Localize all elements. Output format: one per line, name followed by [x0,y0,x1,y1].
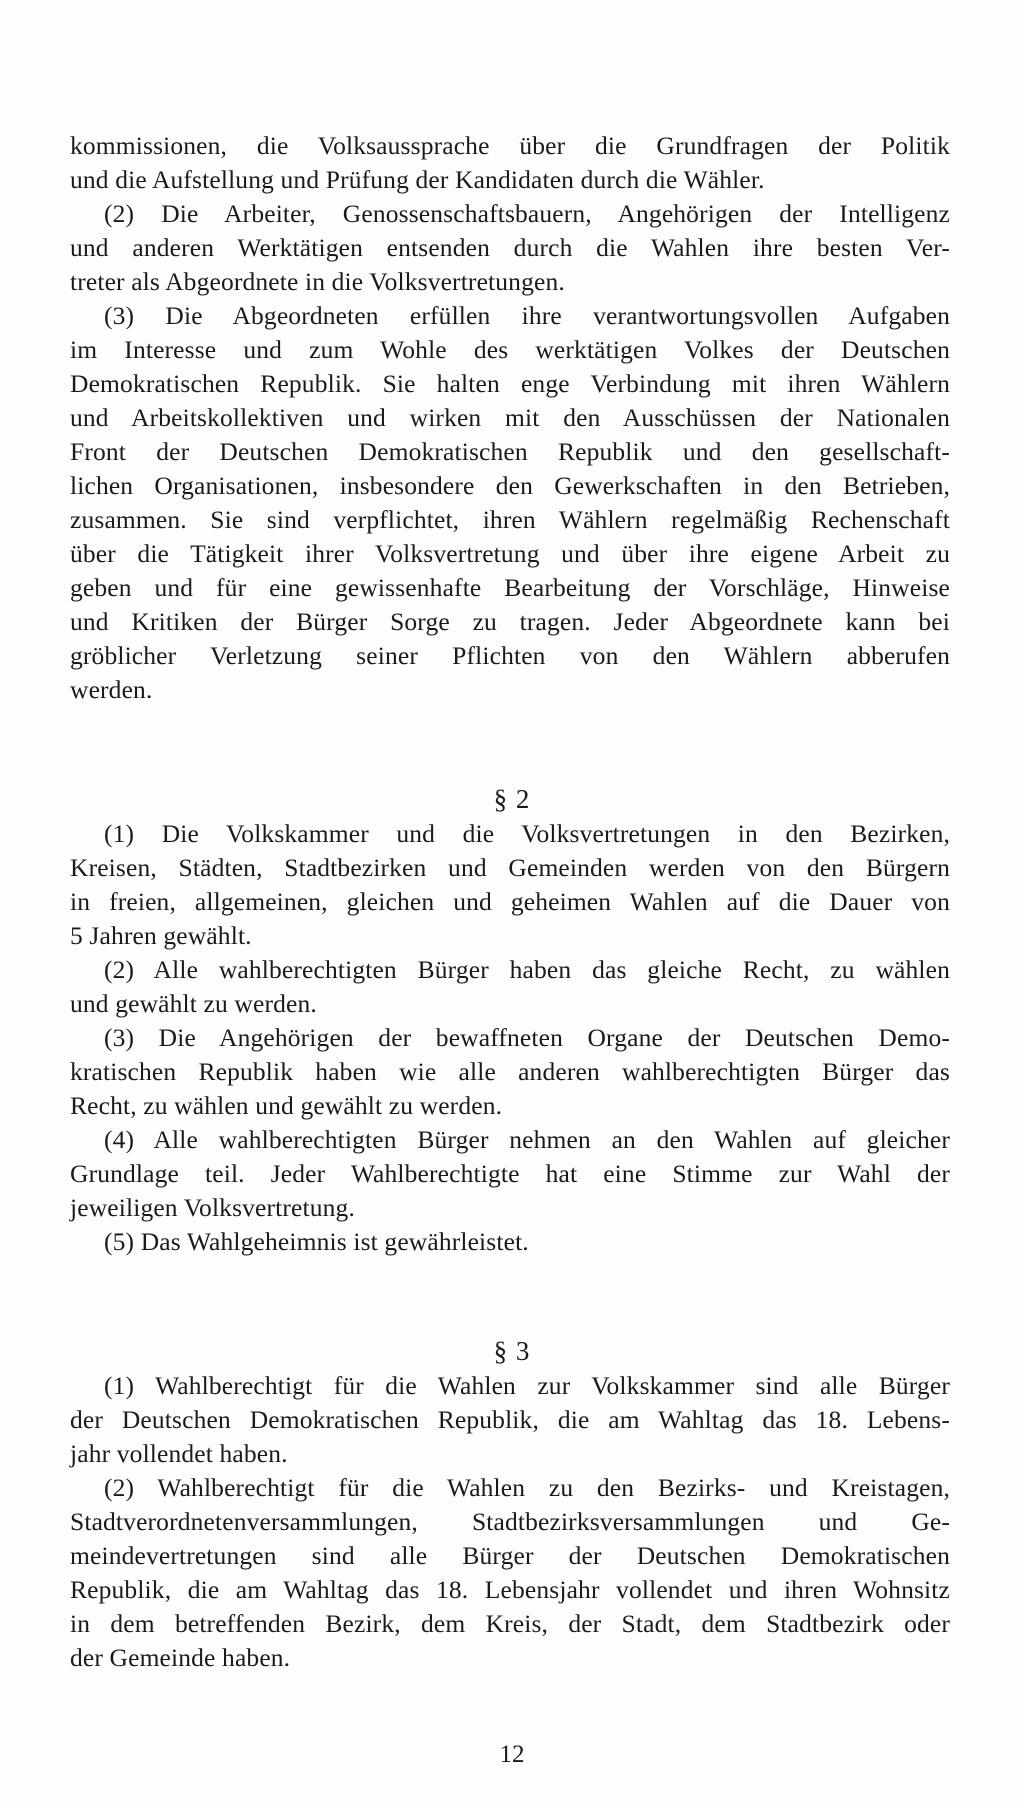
text-line: (3) Die Abgeordneten erfüllen ihre verantwortungsvollen Aufgaben [104,301,950,330]
text-line: Recht, zu wählen und gewählt zu werden. [70,1091,503,1120]
text-line: 5 Jahren gewählt. [70,921,252,950]
text-line: in freien, allgemeinen, gleichen und geheimen Wahlen auf die Dauer von [70,887,950,916]
text-line: (1) Wahlberechtigt für die Wahlen zur Volkskammer sind alle Bürger [104,1371,950,1400]
text-line: und anderen Werktätigen entsenden durch die Wahlen ihre besten Ver- [70,233,950,262]
section-heading: § 2 [493,784,531,814]
text-line: lichen Organisationen, insbesondere den Gewerkschaften in den Betrieben, [70,471,950,500]
text-line: gröblicher Verletzung seiner Pflichten von den Wählern abberufen [70,641,950,670]
text-line: jeweiligen Volksvertretung. [70,1193,355,1222]
text-line: Kreisen, Städten, Stadtbezirken und Gemeinden werden von den Bürgern [70,853,950,882]
text-line: (3) Die Angehörigen der bewaffneten Organe der Deutschen Demo- [104,1023,950,1052]
text-line: jahr vollendet haben. [70,1439,288,1468]
text-line: geben und für eine gewissenhafte Bearbeitung der Vorschläge, Hinweise [70,573,950,602]
text-line: und gewählt zu werden. [70,989,317,1018]
text-line: treter als Abgeordnete in die Volksvertretungen. [70,267,565,296]
text-line: kommissionen, die Volksaussprache über die Grundfragen der Politik [70,131,950,160]
text-line: in dem betreffenden Bezirk, dem Kreis, der Stadt, dem Stadtbezirk oder [70,1609,950,1638]
text-line: und Kritiken der Bürger Sorge zu tragen. Jeder Abgeordnete kann bei [70,607,950,636]
text-line: meindevertretungen sind alle Bürger der Deutschen Demokratischen [70,1541,950,1570]
text-line: und die Aufstellung und Prüfung der Kandidaten durch die Wähler. [70,165,765,194]
text-line: der Gemeinde haben. [70,1643,291,1672]
page-number: 12 [499,1741,525,1768]
text-line: (4) Alle wahlberechtigten Bürger nehmen an den Wahlen auf gleicher [104,1125,950,1154]
text-line: werden. [70,675,153,704]
section-heading: § 3 [493,1336,531,1366]
text-line: (2) Die Arbeiter, Genossenschaftsbauern, Angehörigen der Intelligenz [104,199,950,228]
text-line: (2) Alle wahlberechtigten Bürger haben das gleiche Recht, zu wählen [104,955,950,984]
text-line: Republik, die am Wahltag das 18. Lebensjahr vollendet und ihren Wohnsitz [70,1575,950,1604]
text-line: Front der Deutschen Demokratischen Republik und den gesellschaft- [70,437,950,466]
text-line: Demokratischen Republik. Sie halten enge Verbindung mit ihren Wählern [70,369,950,398]
text-line: Grundlage teil. Jeder Wahlberechtigte hat eine Stimme zur Wahl der [70,1159,950,1188]
text-line: der Deutschen Demokratischen Republik, die am Wahltag das 18. Lebens- [70,1405,950,1434]
text-line: Stadtverordnetenversammlungen, Stadtbezirksversammlungen und Ge- [70,1507,950,1536]
text-line: (1) Die Volkskammer und die Volksvertretungen in den Bezirken, [104,819,950,848]
text-line: über die Tätigkeit ihrer Volksvertretung und über ihre eigene Arbeit zu [70,539,950,568]
text-line: zusammen. Sie sind verpflichtet, ihren Wählern regelmäßig Rechenschaft [70,505,950,534]
text-line: kratischen Republik haben wie alle anderen wahlberechtigten Bürger das [70,1057,950,1086]
text-line: (2) Wahlberechtigt für die Wahlen zu den Bezirks- und Kreistagen, [104,1473,950,1502]
text-line: im Interesse und zum Wohle des werktätigen Volkes der Deutschen [70,335,950,364]
text-line: (5) Das Wahlgeheimnis ist gewährleistet. [104,1227,529,1256]
text-line: und Arbeitskollektiven und wirken mit den Ausschüssen der Nationalen [70,403,950,432]
